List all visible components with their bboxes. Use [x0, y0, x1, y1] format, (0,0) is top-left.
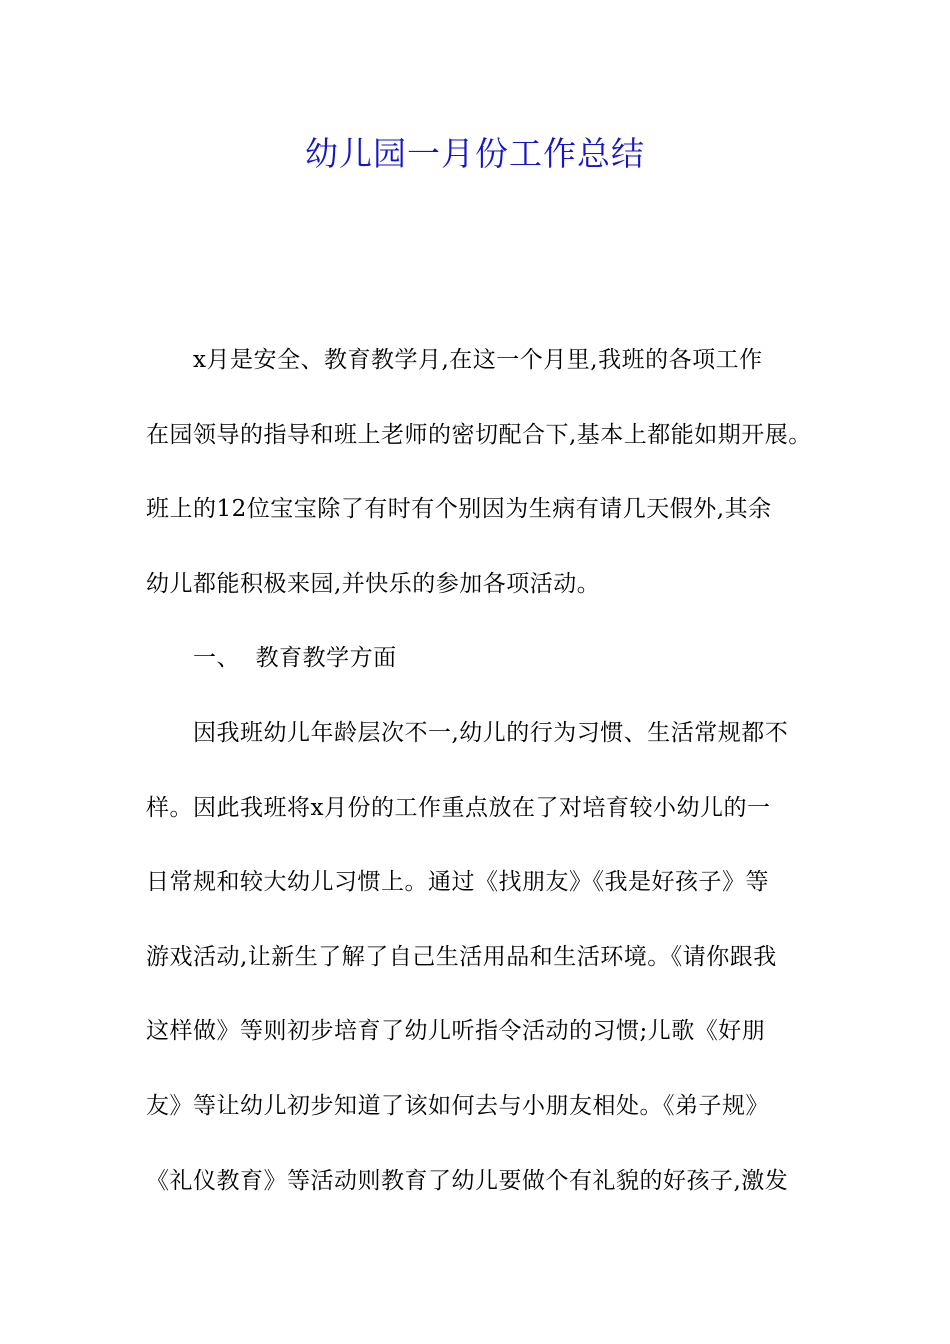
paragraph-line: 样。因此我班将x月份的工作重点放在了对培育较小幼儿的一 — [146, 794, 771, 821]
paragraph-line: 幼儿都能积极来园,并快乐的参加各项活动。 — [146, 570, 601, 597]
document-body — [146, 340, 816, 1235]
paragraph-line: 日常规和较大幼儿习惯上。通过《找朋友》《我是好孩子》等 — [146, 869, 769, 896]
paragraph-line: 因我班幼儿年龄层次不一,幼儿的行为习惯、生活常规都不 — [193, 719, 789, 746]
section-heading: 一、 教育教学方面 — [193, 645, 397, 672]
paragraph-line: 班上的12位宝宝除了有时有个别因为生病有请几天假外,其余 — [146, 496, 772, 523]
paragraph-line: 《礼仪教育》等活动则教育了幼儿要做个有礼貌的好孩子,激发 — [146, 1167, 789, 1194]
document-title: 幼儿园一月份工作总结 — [305, 134, 645, 173]
paragraph-line: 友》等让幼儿初步知道了该如何去与小朋友相处。《弟子规》 — [146, 1092, 769, 1119]
paragraph-line: 这样做》等则初步培育了幼儿听指令活动的习惯;儿歌《好朋 — [146, 1018, 766, 1045]
paragraph-line: 游戏活动,让新生了解了自己生活用品和生活环境。《请你跟我 — [146, 943, 777, 970]
paragraph-line: x月是安全、教育教学月,在这一个月里,我班的各项工作 — [193, 347, 763, 373]
paragraph-line: 在园领导的指导和班上老师的密切配合下,基本上都能如期开展。 — [146, 421, 812, 448]
